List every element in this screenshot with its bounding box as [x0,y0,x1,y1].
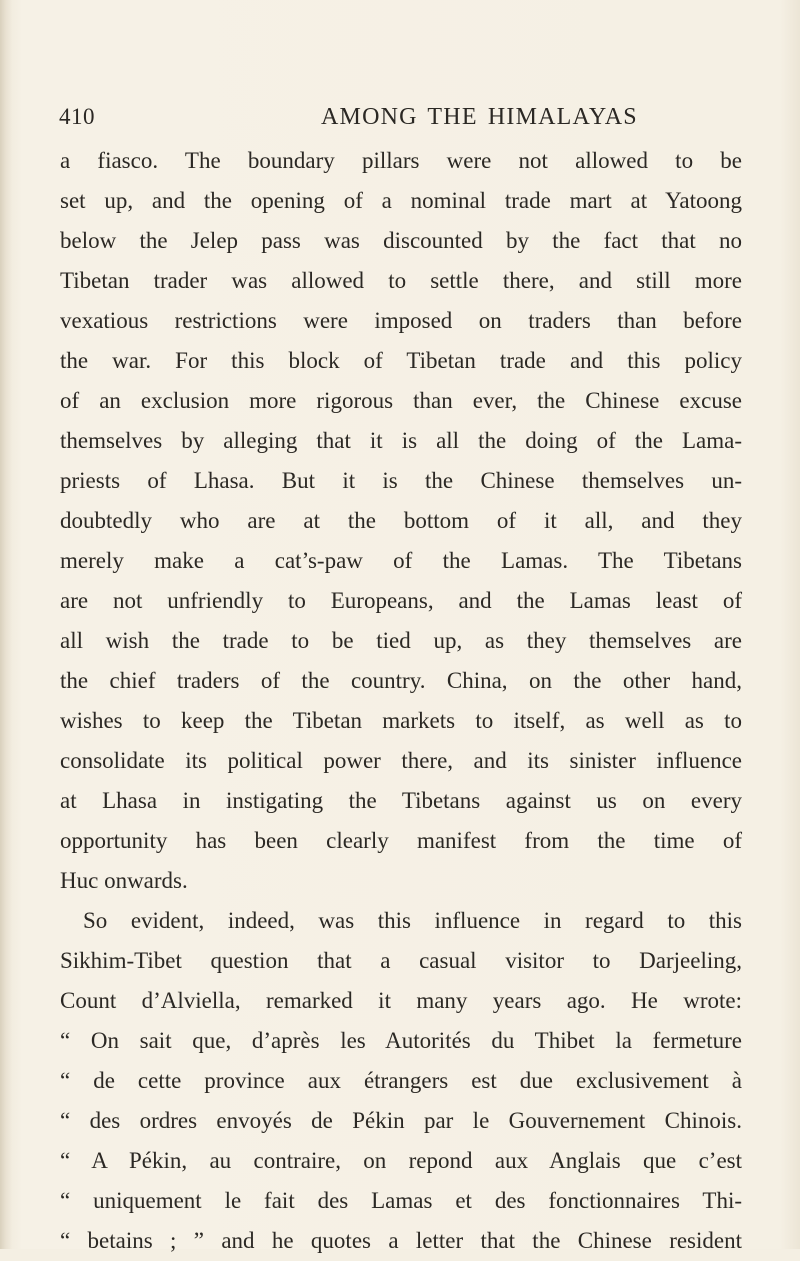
body-text [60,141,742,1261]
page-header [59,104,699,138]
text-line: themselves by alleging that it is all the doing of the Lama- [60,428,742,453]
text-line: the chief traders of the country. China, on the other hand, [60,668,742,693]
text-line: priests of Lhasa. But it is the Chinese themselves un- [60,468,742,493]
text-line: Sikhim-Tibet question that a casual visitor to Darjeeling, [60,948,742,973]
quotation-line: “ des ordres envoyés de Pékin par le Gouvernement Chinois. [60,1108,742,1133]
quotation-line: “ On sait que, d’après les Autorités du Thibet la fermeture [60,1028,742,1053]
text-line: opportunity has been clearly manifest from the time of [60,828,742,853]
text-line: Count d’Alviella, remarked it many years ago. He wrote: [60,988,742,1013]
text-line: consolidate its political power there, and its sinister influence [60,748,742,773]
page-gutter-edge [0,0,12,1249]
text-line: merely make a cat’s-paw of the Lamas. The Tibetans [60,548,742,573]
text-line: of an exclusion more rigorous than ever, the Chinese excuse [60,388,742,413]
text-line: below the Jelep pass was discounted by the fact that no [60,228,742,253]
text-line: all wish the trade to be tied up, as they themselves are [60,628,742,653]
text-line: vexatious restrictions were imposed on traders than before [60,308,742,333]
paragraph-start-line: So evident, indeed, was this influence in regard to this [83,908,742,933]
quotation-line: “ de cette province aux étrangers est due exclusivement à [60,1068,742,1093]
text-line: at Lhasa in instigating the Tibetans against us on every [60,788,742,813]
text-line: set up, and the opening of a nominal trade mart at Yatoong [60,188,742,213]
page-number: 410 [59,104,95,129]
text-line: a fiasco. The boundary pillars were not allowed to be [60,148,742,173]
text-line: Tibetan trader was allowed to settle there, and still more [60,268,742,293]
paragraph-end-line: Huc onwards. [60,868,188,893]
running-title: AMONG THE HIMALAYAS [321,104,638,130]
text-line: the war. For this block of Tibetan trade and this policy [60,348,742,373]
text-line: wishes to keep the Tibetan markets to itself, as well as to [60,708,742,733]
text-line: doubtedly who are at the bottom of it all, and they [60,508,742,533]
quotation-line: “ A Pékin, au contraire, on repond aux Anglais que c’est [60,1148,742,1173]
text-line: are not unfriendly to Europeans, and the Lamas least of [60,588,742,613]
quotation-line: “ uniquement le fait des Lamas et des fonctionnaires Thi- [60,1188,742,1213]
text-line: “ betains ; ” and he quotes a letter that the Chinese resident [60,1228,742,1253]
